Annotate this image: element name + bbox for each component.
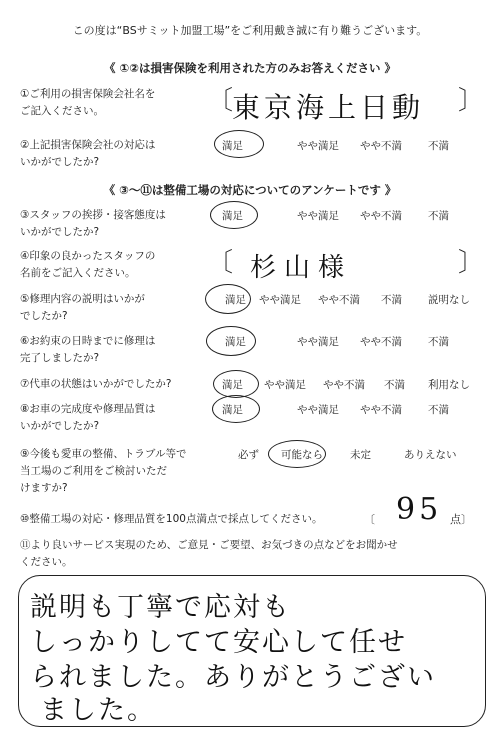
q3-option-dissatisfied: 不満: [428, 210, 449, 222]
q2-option-somewhat-satisfied: やや満足: [297, 140, 339, 152]
q8-option-dissatisfied: 不満: [428, 404, 449, 416]
q8-option-somewhat-dissatisfied: やや不満: [360, 404, 402, 416]
q3-selection-circle: [210, 201, 258, 229]
question-11-line1: ⑪より良いサービス実現のため、ご意見・ご要望、お気づきの点などをお聞かせ: [20, 539, 398, 551]
question-9-line2: 当工場のご利用をご検討いただ: [20, 465, 167, 477]
q5-option-dissatisfied: 不満: [381, 294, 402, 306]
question-4: [20, 248, 155, 282]
question-5-line1: ⑤修理内容の説明はいかが: [20, 293, 145, 305]
question-8-line1: ⑧お車の完成度や修理品質は: [20, 403, 156, 415]
q7-option-somewhat-dissatisfied: やや不満: [323, 379, 365, 391]
question-10: ⑩整備工場の対応・修理品質を100点満点で採点してください。: [20, 513, 323, 525]
q9-option-if-possible: 可能なら: [281, 449, 323, 461]
answer-bracket-close-2: 〕: [458, 248, 485, 278]
q9-option-never: ありえない: [404, 449, 457, 461]
question-3-line2: いかがでしたか?: [20, 226, 100, 238]
question-4-line1: ④印象の良かったスタッフの: [20, 250, 156, 262]
question-9-line1: ⑨今後も愛車の整備、トラブル等で: [20, 448, 187, 460]
score-unit: 点〕: [450, 513, 472, 526]
question-7: [20, 376, 172, 393]
question-4-line2: 名前をご記入ください。: [20, 267, 136, 279]
answer-bracket-open: 〔: [207, 86, 234, 116]
q2-selection-circle: [214, 130, 264, 158]
q7-option-dissatisfied: 不満: [384, 379, 405, 391]
question-5-line2: でしたか?: [20, 310, 68, 322]
q7-option-satisfied: 満足: [222, 379, 243, 391]
question-1-line2: ご記入ください。: [20, 105, 104, 117]
answer-staff-name: 杉山様: [250, 253, 353, 283]
question-11: [20, 537, 398, 571]
q5-option-somewhat-dissatisfied: やや不満: [318, 294, 360, 306]
intro-text: この度は“BSサミット加盟工場”をご利用戴き誠に有り難うございます。: [72, 24, 428, 37]
q5-option-somewhat-satisfied: やや満足: [259, 294, 301, 306]
question-6: [20, 333, 155, 367]
q3-option-satisfied: 満足: [222, 210, 243, 222]
q5-selection-circle: [205, 284, 251, 314]
section-heading-shop: 《 ③〜⑪は整備工場の対応についてのアンケートです 》: [103, 183, 397, 197]
comment-line-4: ました。: [40, 695, 156, 726]
q9-selection-circle: [268, 440, 326, 468]
question-9: [20, 446, 187, 497]
q6-option-dissatisfied: 不満: [428, 336, 449, 348]
score-bracket-open: 〔: [364, 513, 375, 526]
question-11-line2: ください。: [20, 556, 73, 568]
question-6-line1: ⑥お約束の日時までに修理は: [20, 335, 156, 347]
answer-bracket-close: 〕: [458, 86, 485, 116]
q7-option-not-used: 利用なし: [428, 379, 470, 391]
q7-option-somewhat-satisfied: やや満足: [264, 379, 306, 391]
question-1: [20, 86, 155, 120]
q5-option-no-explanation: 説明なし: [428, 294, 470, 306]
q7-selection-circle: [213, 370, 259, 398]
q6-option-somewhat-dissatisfied: やや不満: [360, 336, 402, 348]
q5-option-satisfied: 満足: [225, 294, 246, 306]
q8-selection-circle: [212, 395, 260, 423]
answer-insurance-company: 東京海上日動: [232, 91, 425, 124]
answer-bracket-open-2: 〔: [207, 248, 234, 278]
q9-option-definitely: 必ず: [238, 449, 259, 461]
q9-option-undecided: 未定: [350, 449, 371, 461]
q8-option-satisfied: 満足: [222, 404, 243, 416]
q3-option-somewhat-dissatisfied: やや不満: [360, 210, 402, 222]
q8-option-somewhat-satisfied: やや満足: [297, 404, 339, 416]
question-2-line1: ②上記損害保険会社の対応は: [20, 139, 156, 151]
comment-line-3: られました。ありがとうござい: [30, 662, 436, 693]
section-heading-insurance: 《 ①②は損害保険を利用された方のみお答えください 》: [104, 61, 396, 75]
comment-line-1: 説明も丁寧で応対も: [30, 592, 291, 623]
q2-option-somewhat-dissatisfied: やや不満: [360, 140, 402, 152]
question-8: [20, 401, 155, 435]
q2-option-dissatisfied: 不満: [428, 140, 449, 152]
question-2: [20, 137, 155, 171]
question-5: [20, 291, 145, 325]
question-7-line1: ⑦代車の状態はいかがでしたか?: [20, 378, 172, 390]
q2-option-satisfied: 満足: [222, 140, 243, 152]
question-3-line1: ③スタッフの挨拶・接客態度は: [20, 209, 166, 221]
question-6-line2: 完了しましたか?: [20, 352, 100, 364]
q6-selection-circle: [206, 326, 256, 356]
question-2-line2: いかがでしたか?: [20, 156, 100, 168]
score-value: 95: [396, 492, 443, 527]
q6-option-somewhat-satisfied: やや満足: [297, 336, 339, 348]
question-1-line1: ①ご利用の損害保険会社名を: [20, 88, 156, 100]
question-3: [20, 207, 166, 241]
question-9-line3: けますか?: [20, 482, 68, 494]
q3-option-somewhat-satisfied: やや満足: [297, 210, 339, 222]
comment-line-2: しっかりしてて安心して任せ: [30, 627, 407, 658]
q6-option-satisfied: 満足: [225, 336, 246, 348]
question-8-line2: いかがでしたか?: [20, 420, 100, 432]
